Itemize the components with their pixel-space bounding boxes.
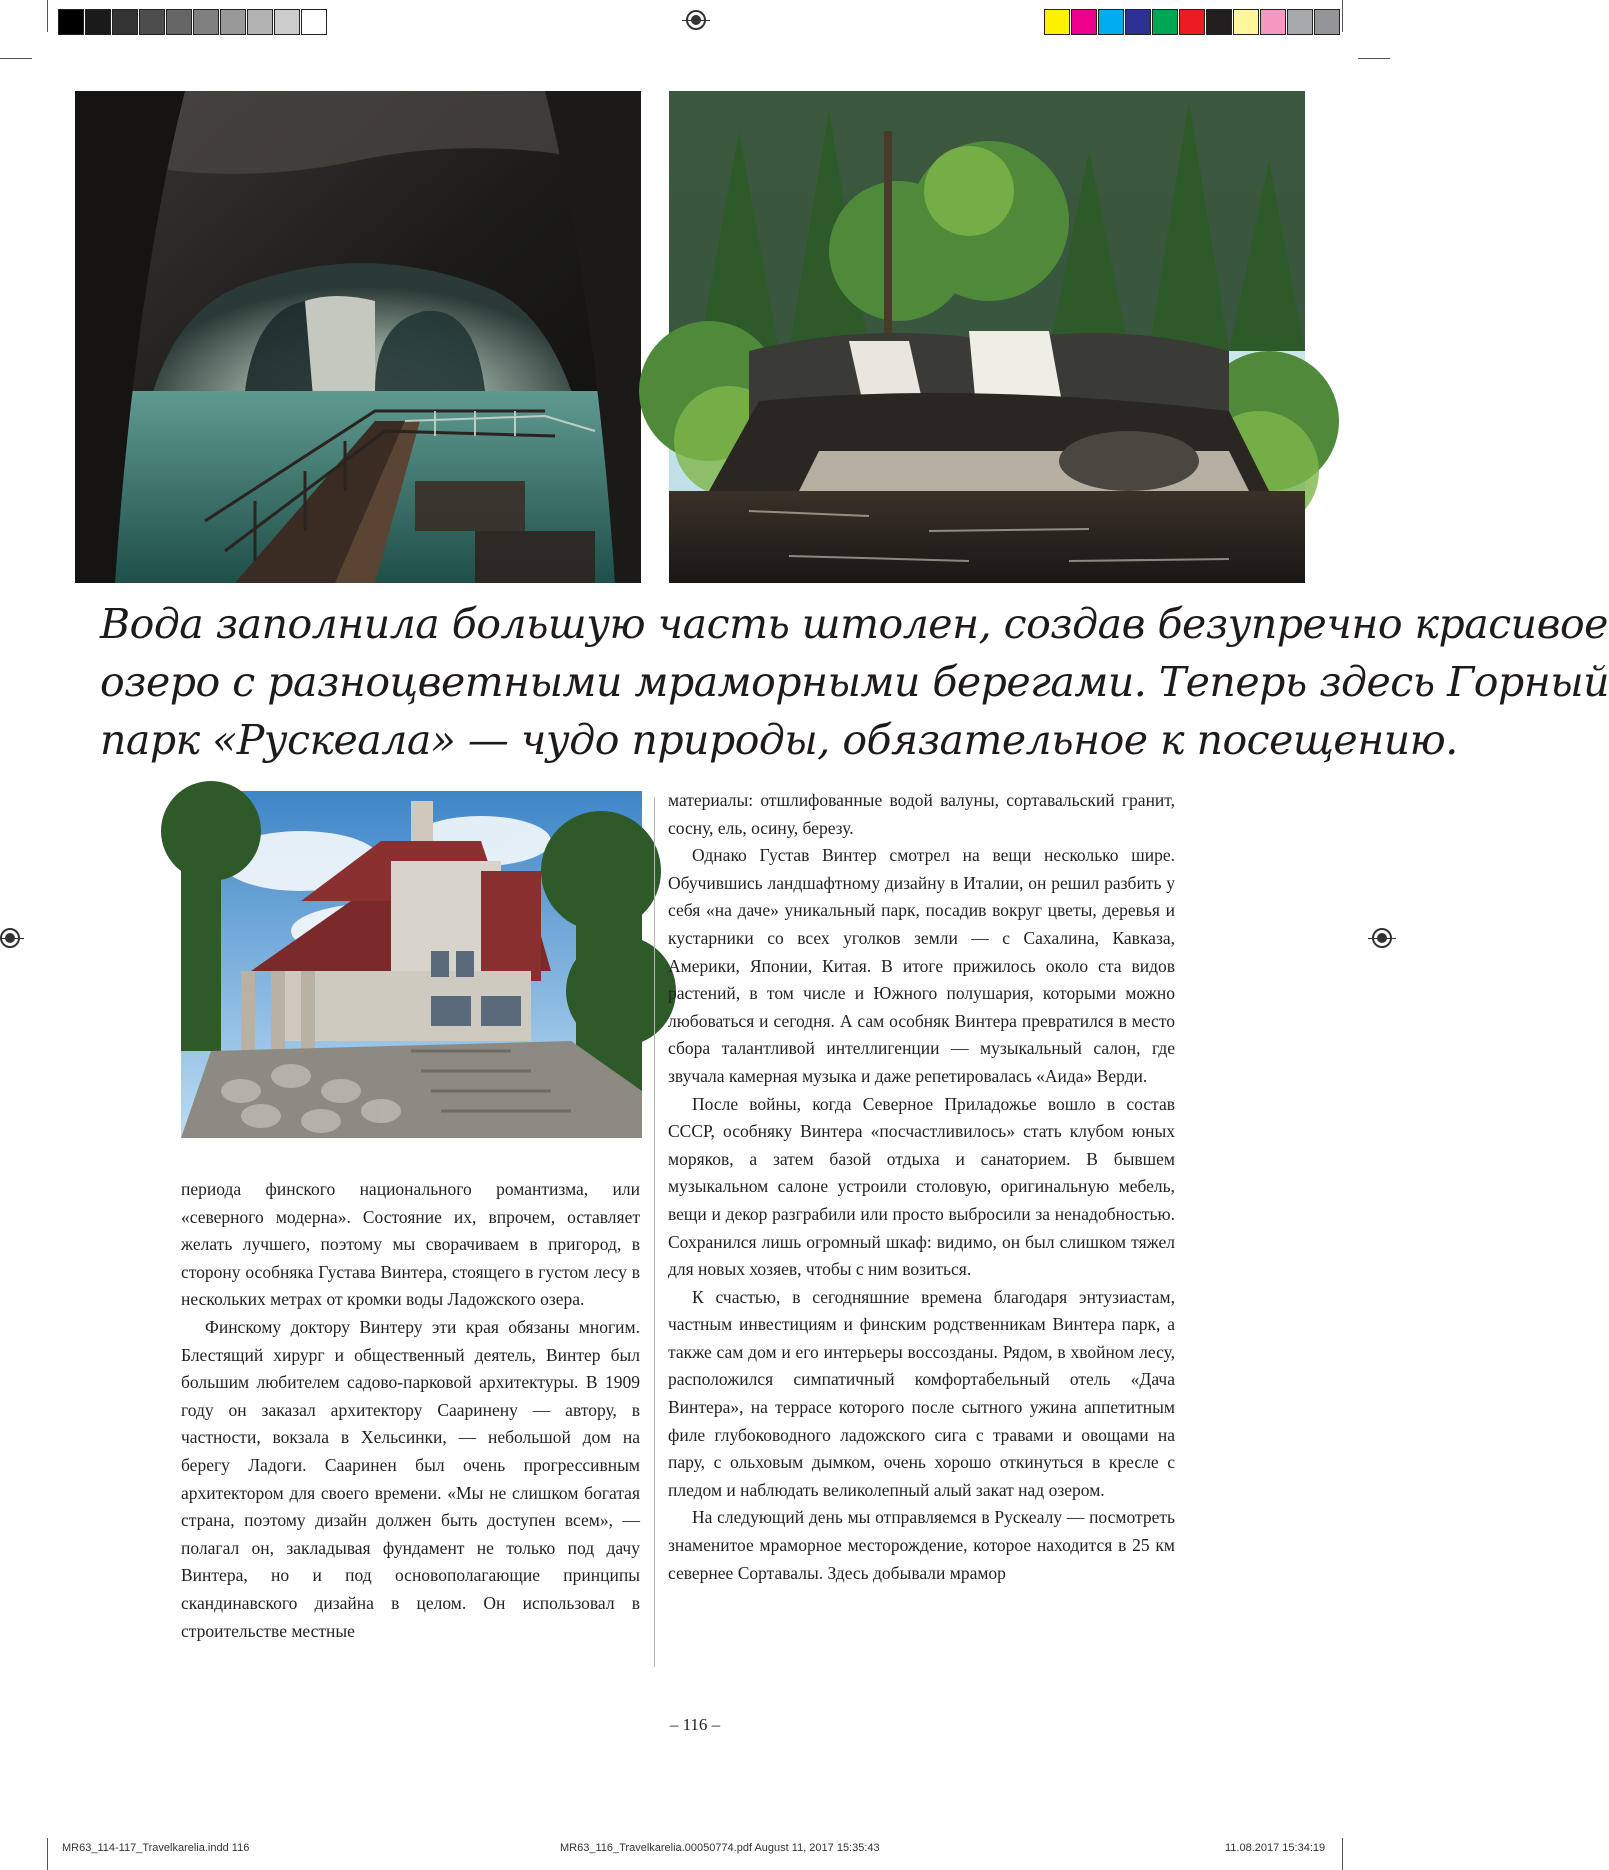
color-swatch [166, 9, 192, 35]
color-swatch [1260, 9, 1286, 35]
color-swatch [58, 9, 84, 35]
waterfall-forest-photo [669, 91, 1305, 583]
pull-quote-line: парк «Рускеала» — чудо природы, обязательное к посещению. [100, 716, 1458, 764]
color-swatch [1071, 9, 1097, 35]
color-swatch [1179, 9, 1205, 35]
color-swatch [193, 9, 219, 35]
crop-mark [0, 58, 32, 59]
color-swatch [1152, 9, 1178, 35]
tunnel-lake-photo [75, 91, 641, 583]
right-text-column [668, 787, 1175, 1587]
registration-mark-left [0, 928, 20, 948]
color-swatch [301, 9, 327, 35]
page-number: – 116 – [669, 1715, 721, 1734]
pull-quote-line: Вода заполнила большую часть штолен, создав безупречно красивое [100, 600, 1608, 648]
crop-mark [1342, 1838, 1343, 1870]
color-swatch [247, 9, 273, 35]
color-swatch [85, 9, 111, 35]
color-swatch [220, 9, 246, 35]
pull-quote [100, 595, 1609, 769]
color-swatch [1044, 9, 1070, 35]
paragraph: К счастью, в сегодняшние времена благодаря энтузиастам, частным инвестициям и финским родственникам Винтера парк, а также сам дом и его интерьеры воссозданы. Рядом, в хвойном лесу, расположился симпатичный комфортабельный отель «Дача Винтера», на террасе которого после сытного ужина аппетитным филе глубоководного ладожского сига с травами и овощами на пару, с ольховым дымком, очень хорошо откинуться в кресле с пледом и наблюдать великолепный алый закат над озером. [668, 1286, 1175, 1500]
color-swatch [1314, 9, 1340, 35]
registration-mark-top [686, 10, 706, 30]
paragraph: Финскому доктору Винтеру эти края обязаны многим. Блестящий хирург и общественный деятель, Винтер был большим любителем садово-парковой архитектуры. В 1909 году он заказал архитектору Сааринену — автору, в частности, вокзала в Хельсинки, — небольшой дом на берегу Ладоги. Сааринен был очень прогрессивным архитектором для своего времени. «Мы не слишком богатая страна, поэтому дизайн должен быть доступен всем», — полагал он, закладывая фундамент не только под дачу Винтера, но и под основополагающие принципы скандинавского дизайна в целом. Он использовал в строительстве местные [181, 1316, 640, 1641]
winter-villa-photo [181, 791, 642, 1138]
color-swatch [139, 9, 165, 35]
crop-mark [1342, 0, 1343, 32]
grayscale-bar [58, 9, 328, 35]
paragraph: На следующий день мы отправляемся в Рускеалу — посмотреть знаменитое мраморное месторождение, которое находится в 25 км севернее Сортавалы. Здесь добывали мрамор [668, 1507, 1175, 1583]
color-swatch [1287, 9, 1313, 35]
column-divider [654, 797, 655, 1667]
color-swatch [274, 9, 300, 35]
slug-right: 11.08.2017 15:34:19 [1225, 1842, 1326, 1854]
paragraph: материалы: отшлифованные водой валуны, сортавальский гранит, сосну, ель, осину, березу. [668, 790, 1175, 838]
paragraph: периода финского национального романтизма, или «северного модерна». Состояние их, впрочем, оставляет желать лучшего, поэтому мы сворачиваем в пригород, в сторону особняка Густава Винтера, стоящего в густом лесу в нескольких метрах от кромки воды Ладожского озера. [181, 1179, 640, 1310]
left-text-column [181, 1176, 640, 1645]
slug-left: MR63_114-117_Travelkarelia.indd 116 [62, 1842, 250, 1854]
color-swatch [1125, 9, 1151, 35]
paragraph: Однако Густав Винтер смотрел на вещи несколько шире. Обучившись ландшафтному дизайну в Италии, он решил разбить у себя «на даче» уникальный парк, посадив вокруг цветы, деревья и кустарники со всех уголков земли — с Сахалина, Кавказа, Америки, Японии, Китая. В итоге прижилось около ста видов растений, в том числе и Южного полушария, которыми можно любоваться и сегодня. А сам особняк Винтера превратился в место сбора талантливой интеллигенции — музыкальный салон, где звучала камерная музыка и даже репетировалась «Аида» Верди. [668, 845, 1175, 1086]
color-swatch [112, 9, 138, 35]
color-bar [1044, 9, 1341, 35]
color-swatch [1206, 9, 1232, 35]
color-swatch [1098, 9, 1124, 35]
paragraph: После войны, когда Северное Приладожье вошло в состав СССР, особняку Винтера «посчастливилось» стать клубом юных моряков, а затем базой отдыха и санаторием. В бывшем музыкальном салоне устроили столовую, оригинальную мебель, вещи и декор разграбили или просто выбросили за ненадобностью. Сохранился лишь огромный шкаф: видимо, он был слишком тяжел для новых хозяев, чтобы с ним возиться. [668, 1093, 1175, 1280]
slug-center: MR63_116_Travelkarelia.00050774.pdf August 11, 2017 15:35:43 [560, 1842, 880, 1854]
registration-mark-right [1372, 928, 1392, 948]
pull-quote-line: озеро с разноцветными мраморными берегами. Теперь здесь Горный [100, 658, 1609, 706]
crop-mark [1358, 58, 1390, 59]
crop-mark [47, 1838, 48, 1870]
crop-mark [47, 0, 48, 32]
color-swatch [1233, 9, 1259, 35]
